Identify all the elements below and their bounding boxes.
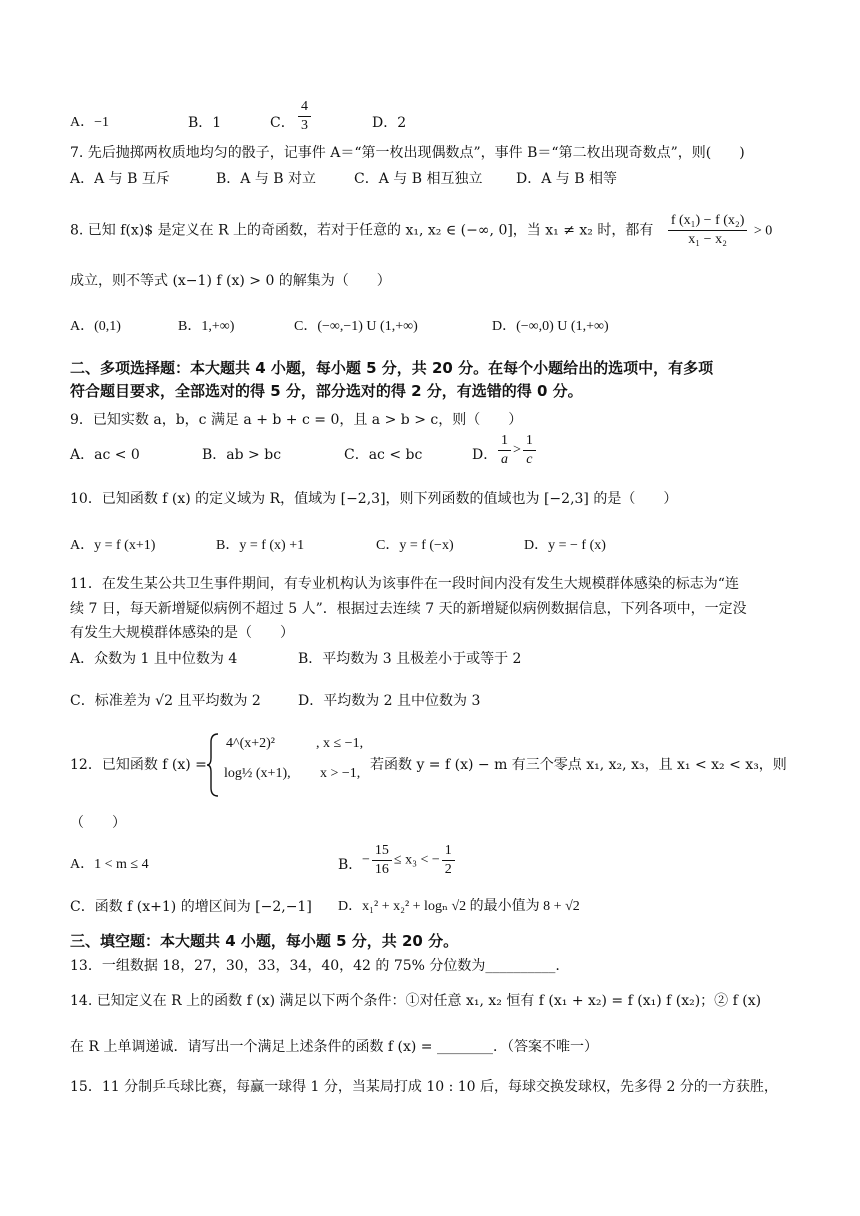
q6-option-d: D．2 [372, 115, 407, 131]
q12-left-brace [206, 732, 220, 798]
q9-option-b: B．ab > bc [202, 447, 282, 463]
q11-option-a: A．众数为 1 且中位数为 4 [70, 651, 238, 667]
q12-b-mid: ≤ x₃ < [393, 852, 429, 868]
q11-line2: 续 7 日，每天新增疑似病例不超过 5 人”．根据过去连续 7 天的新增疑似病例数据信息，下列各项中，一定没 [70, 601, 747, 617]
q11-option-d: D．平均数为 2 且中位数为 3 [298, 693, 481, 709]
q15-line1: 15．11 分制乒乓球比赛，每赢一球得 1 分，当某局打成 10 : 10 后，每球交换发球权，先多得 2 分的一方获胜， [70, 1079, 778, 1095]
q9-option-c: C．ac < bc [344, 447, 423, 463]
q12-b-num2: 1 [442, 842, 455, 861]
q8-stem-part2: 成立，则不等式 (x−1) f (x) > 0 的解集为（ ） [70, 273, 391, 289]
q7-option-a: A．A 与 B 互斥 [70, 171, 170, 187]
q8-fraction [668, 212, 748, 249]
q12-option-c: C．函数 f (x+1) 的增区间为 [−2,−1] [70, 899, 312, 915]
q7-option-c: C．A 与 B 相互独立 [354, 171, 483, 187]
q7-option-d: D．A 与 B 相等 [516, 171, 617, 187]
q9-d-num2: 1 [523, 432, 536, 451]
q12-b-den1: 16 [374, 862, 389, 877]
q10-option-c: C．y = f (−x) [376, 538, 454, 553]
q12-option-d: D．x₁² + x₂² + logₙ √2 的最小值为 8 + √2 [338, 899, 580, 914]
q12-case2-expr: log½ (x+1), [224, 766, 291, 781]
q6-option-c-fraction [296, 98, 313, 135]
q11-option-c: C．标准差为 √2 且平均数为 2 [70, 693, 261, 709]
section2-heading-line1: 二、多项选择题：本大题共 4 小题，每小题 5 分，共 20 分。在每个小题给出的选项中，有多项 [70, 359, 714, 377]
q7-stem: 7. 先后抛掷两枚质地均匀的骰子，记事件 A＝“第一枚出现偶数点”，事件 B＝“第二枚出现奇数点”，则( ) [70, 145, 745, 161]
q12-case1-cond: , x ≤ −1, [316, 736, 364, 751]
q8-option-a: A．(0,1) [70, 319, 121, 334]
q9-d-den2: c [526, 452, 533, 467]
q12-option-a: A．1 < m ≤ 4 [70, 857, 149, 872]
q7-option-b: B．A 与 B 对立 [216, 171, 317, 187]
q8-option-b: B．1,+∞) [178, 319, 235, 334]
q11-option-b: B．平均数为 3 且极差小于或等于 2 [298, 651, 522, 667]
q6-c-numerator: 4 [298, 98, 311, 117]
q12-suffix: 若函数 y = f (x) − m 有三个零点 x₁, x₂, x₃，且 x₁ < x₂ < x₃，则 [370, 757, 787, 773]
q11-line1: 11．在发生某公共卫生事件期间，有专业机构认为该事件在一段时间内没有发生大规模群体感染的标志为“连 [70, 576, 739, 592]
q9-d-num1: 1 [498, 432, 511, 451]
q12-b-den2: 2 [444, 862, 452, 877]
q8-frac-numerator: f (x₁) − f (x₂) [668, 212, 748, 231]
q9-option-d-label: D． [472, 447, 498, 463]
q8-frac-denominator: x₁ − x₂ [688, 232, 727, 247]
q6-option-c-label: C． [270, 115, 295, 131]
q12-case1-expr: 4^(x+2)² [226, 736, 275, 751]
q10-stem: 10．已知函数 f (x) 的定义域为 R，值域为 [−2,3]，则下列函数的值域也为 [−2,3] 的是（ ） [70, 491, 678, 507]
q10-option-d: D．y = − f (x) [524, 538, 606, 553]
q12-prefix: 12．已知函数 f (x) = [70, 757, 207, 773]
section2-heading-line2: 符合题目要求，全部选对的得 5 分，部分选对的得 2 分，有选错的得 0 分。 [70, 382, 583, 400]
q9-stem: 9．已知实数 a，b，c 满足 a + b + c = 0，且 a > b > c，则（ ） [70, 412, 523, 428]
q9-option-a: A．ac < 0 [70, 447, 140, 463]
q9-d-gt: > [513, 442, 521, 458]
q13-stem: 13．一组数据 18，27，30，33，34，40，42 的 75% 分位数为__________. [70, 958, 560, 974]
q8-option-d: D．(−∞,0) U (1,+∞) [492, 319, 609, 334]
q14-line1: 14. 已知定义在 R 上的函数 f (x) 满足以下两个条件：①对任意 x₁, x₂ 恒有 f (x₁ + x₂) = f (x₁) f (x₂)；② f (x) [70, 993, 762, 1009]
q11-line3: 有发生大规模群体感染的是（ ） [70, 625, 294, 641]
q8-stem-part1 [70, 212, 798, 249]
q6-option-a: A．−1 [70, 115, 110, 130]
q12-stem [70, 730, 800, 800]
q9-option-d-math [496, 432, 538, 469]
q6-option-b: B．1 [188, 115, 222, 131]
q12-option-b-math: − $\frac{15}{16}$ ≤ x₃ < − $\frac{1}{2}$ [362, 842, 457, 879]
section3-heading: 三、填空题：本大题共 4 小题，每小题 5 分，共 20 分。 [70, 932, 459, 950]
q8-stem-text: 8. 已知 f(x)$ 是定义在 R 上的奇函数，若对于任意的 x₁, x₂ ∈ (−∞, 0]，当 x₁ ≠ x₂ 时，都有 [70, 222, 654, 239]
q10-option-a: A．y = f (x+1) [70, 538, 156, 553]
q12-case2-cond: x > −1, [320, 766, 361, 781]
q8-frac-tail: > 0 [753, 223, 773, 239]
q8-option-c: C．(−∞,−1) U (1,+∞) [294, 319, 418, 334]
q12-option-b-label: B． [338, 857, 363, 873]
q12-b-num1: 15 [372, 842, 392, 861]
q9-d-den1: a [501, 452, 508, 467]
q6-c-denominator: 3 [301, 118, 308, 133]
q12-paren: （ ） [70, 815, 126, 831]
q14-line2: 在 R 上单调递诚．请写出一个满足上述条件的函数 f (x) = ________．（答案不唯一） [70, 1039, 598, 1055]
q10-option-b: B．y = f (x) +1 [216, 538, 305, 553]
